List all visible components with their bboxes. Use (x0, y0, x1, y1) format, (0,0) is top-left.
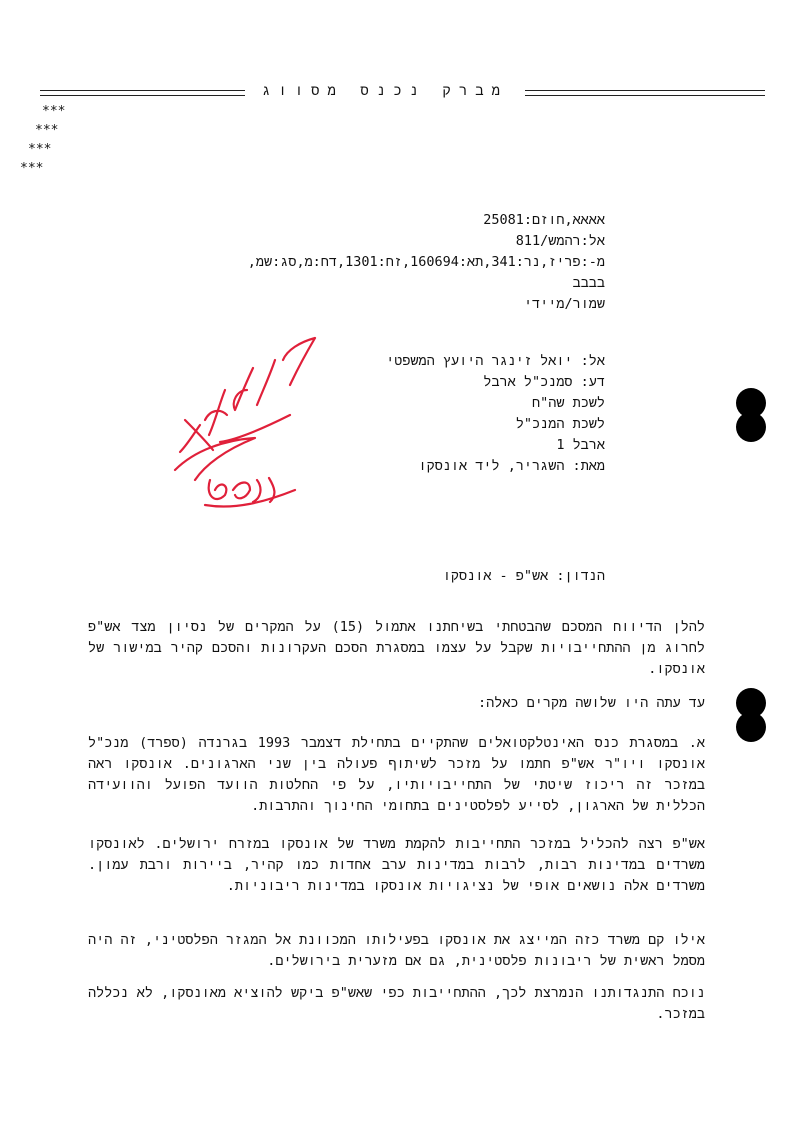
document-header-title: מברק נכנס מסווג (261, 83, 509, 99)
header-rule-left (40, 90, 245, 96)
addressee-block (386, 351, 605, 477)
addressee-office: ארבל 1 (556, 437, 605, 453)
addressee-office: לשכת שה"ח (532, 395, 605, 411)
body-paragraph: עד עתה היו שלושה מקרים כאלה: (478, 695, 705, 711)
punch-hole-bottom (736, 688, 766, 748)
star-line: *** (28, 142, 52, 157)
body-paragraph: נוכח התנגדותנו הנמרצת לכך, ההתחייבות כפי שאש"פ ביקש להוציא מאונסקו, לא נכללה במזכר. (88, 985, 705, 1022)
routing-block (248, 210, 605, 315)
addressee-office: לשכת המנכ"ל (515, 416, 605, 432)
routing-line: שמור/מיידי (523, 296, 605, 312)
star-line: *** (35, 123, 59, 138)
routing-line: מ-:פריז,נר:341,תא:160694,זח:1301,דח:מ,סג:שמ, (247, 254, 605, 270)
addressee-to: אל: יואל זינגר היועץ המשפטי (386, 353, 605, 369)
star-line: *** (42, 104, 66, 119)
body-paragraph: להלן הדיווח המסכם שהבטחתי בשיחתנו אתמול (15) על המקרים של נסיון מצד אש"פ לחרוג מן ההתחייבויות שקבל על עצמו במסגרת הסכם העקרונות והסכם קהיר במישור של אונסקו. (88, 619, 706, 677)
routing-line: אל:רהמש/811 (515, 233, 605, 249)
sender-line: מאת: השגריר, ליד אונסקו (418, 458, 605, 474)
body-paragraph: א. במסגרת כנס האינטלקטואלים שהתקיים בתחילת דצמבר 1993 בגרנדה (ספרד) מנכ"ל אונסקו ויו"ר אש"פ חתמו על מזכר לשיתוף פעולה בין שני הארגונים. אונסקו ראה במזכר זה ריכוז שיטתי של התחייבויותיו, על פי החלטות הוועד הפועל והוועידה הכללית של הארגון, לסייע לפלסטינים בתחומי החינוך והתרבות. (88, 735, 705, 814)
header-rule-right (525, 90, 765, 96)
punch-hole-top (736, 388, 766, 448)
star-line: *** (20, 161, 44, 176)
addressee-cc: דע: סמנכ"ל ארבל (483, 374, 605, 390)
classification-stars (20, 102, 65, 178)
body-paragraph: אש"פ רצה להכליל במזכר התחייבות להקמת משרד של אונסקו במזרח ירושלים. לאונסקו משרדים במדינות רבות, לרבות במדינות ערב אחדות כמו קהיר, ביירות ורבת עמון. משרדים אלה נושאים אופי של נציגויות אונסקו במדינות ריבוניות. (88, 836, 705, 894)
body-paragraph: אילו קם משרד כזה המייצג את אונסקו בפעילותו המכוונת אל המגזר הפלסטיני, זה היה מסמל ראשית של ריבונות פלסטינית, גם אם מזערית בירושלים. (88, 932, 705, 969)
routing-line: בבבב (572, 275, 605, 291)
routing-line: אאאא,חוזם:25081 (483, 212, 605, 228)
subject-line: הנדון: אש"פ - אונסקו (442, 568, 605, 584)
handwritten-annotation (165, 330, 325, 530)
